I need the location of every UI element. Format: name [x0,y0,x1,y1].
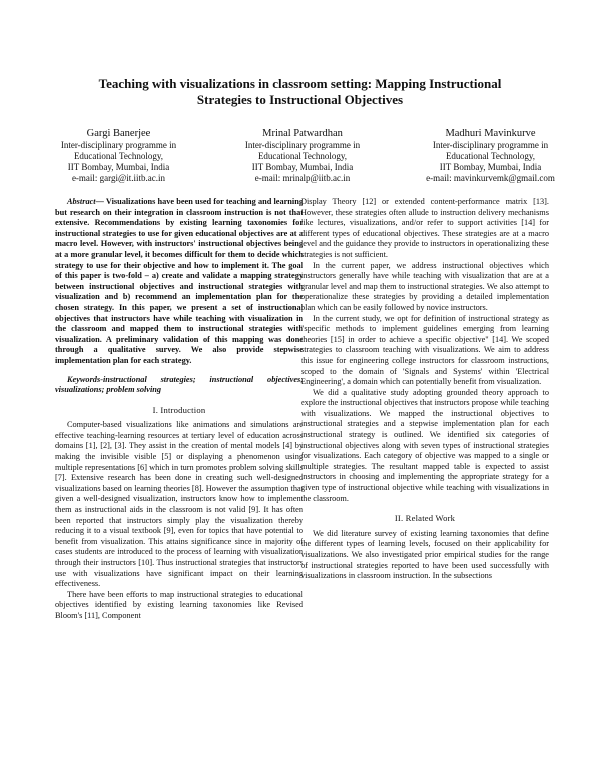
author-email: e-mail: gargi@it.iitb.ac.in [71,173,166,183]
author-name: Mrinal Patwardhan [262,128,343,139]
paragraph: We did a qualitative study adopting grounded theory approach to explore the instructional objectives that instructors propose while teaching with visualizations. We mapped the instructional objectives to instructional strategies and a stepwise implementation plan for each instructional strategy is outlined. We identified six categories of instructional objectives along with seven types of instructional strategies for visualizations. Each category of objective was mapped to a single or multiple strategies. The resultant mapped table is expected to assist instructors in choosing and implementing the appropriate strategy for a given type of instructional objective while teaching with visualizations in the classroom. [301,387,549,503]
section-heading-introduction: I. Introduction [152,404,206,415]
author-email: e-mail: mrinalp@iitb.ac.in [254,173,351,183]
title-line-2: Strategies to Instructional Objectives [196,92,404,107]
author-name: Gargi Banerjee [86,128,151,139]
author-dept: Educational Technology, [257,151,348,161]
author-dept: Educational Technology, [73,151,164,161]
author-institution: IIT Bombay, Mumbai, India [251,162,354,172]
author-dept: Inter-disciplinary programme in [244,140,361,150]
author-dept: Inter-disciplinary programme in [60,140,177,150]
paragraph: Display Theory [12] or extended content-performance matrix [13]. However, these strategies often allude to instruction delivery mechanisms like lectures, visualizations, and/or refer to support activities [14] for different types of educational objectives. These strategies are at a macro level and the guidance they provide to instructors in operationalizing these strategies is not sufficient. [301,197,549,259]
paragraph: In the current study, we opt for definition of instructional strategy as "specific methods to implement guidelines emerging from learning theories [15] in order to achieve a specific objective" [14]. We scoped strategies to classroom teaching with visualizations. We aim to address this issue for engineering college instructors for classroom instructions, scoped to the domain of 'Signals and Systems' within 'Electrical Engineering', a domain which can potentially benefit from visualization. [301,313,549,387]
author-institution: IIT Bombay, Mumbai, India [67,162,170,172]
right-column [301,197,549,582]
keywords: Keywords-instructional strategies; instructional objectives; visualizations; problem solving [55,374,303,395]
author-email: e-mail: mavinkurvemk@gmail.com [426,173,555,183]
author-dept: Inter-disciplinary programme in [432,140,549,150]
abstract-label: Abstract— [67,197,104,206]
title-line-1: Teaching with visualizations in classroom setting: Mapping Instructional [98,76,502,91]
abstract-text: Visualizations have been used for teaching and learning but research on their integration in classroom instruction is not that extensive. Recommendations by existing learning taxonomies for instructional strategies to use for given educational objectives are at a macro level. However, with instructors' instructional objectives being at a more granular level, it becomes difficult for them to decide which strategy to use for their objective and how to implement it. The goal of this paper is two-fold – a) create and validate a mapping strategy between instructional objectives and instructional strategies with visualization and b) recommend an implementation plan for the chosen strategy. In this paper, we present a set of instructional objectives that instructors have while teaching with visualization in the classroom and mapped them to instructional strategies with visualization. A preliminary validation of this mapping was done through a qualitative survey. We also provide stepwise implementation plan for each strategy. [55,197,303,365]
author-dept: Educational Technology, [445,151,536,161]
paragraph: We did literature survey of existing learning taxonomies that define the different types of learning levels, focused on their applicability for visualizations. We also investigated prior empirical studies for the range of instructional strategies reported to have been used successfully with visualizations in classroom instruction. In the subsections [301,528,549,581]
author-block-3 [408,127,573,184]
author-institution: IIT Bombay, Mumbai, India [439,162,542,172]
left-column [55,197,303,622]
paragraph: There have been efforts to map instructional strategies to educational objectives identified by existing learning taxonomies like Revised Bloom's [11], Component [55,589,303,620]
paragraph: In the current paper, we address instructional objectives which instructors generally have while teaching with visualization that are at a granular level and map them to instructional strategies. We also attempt to operationalize these strategies by providing a detailed implementation plan which can be easily followed by novice instructors. [301,260,549,312]
author-block-2 [220,127,385,184]
author-block-1 [36,127,201,184]
author-name: Madhuri Mavinkurve [445,128,536,139]
paper-title [60,76,540,108]
paragraph: Computer-based visualizations like animations and simulations are effective teaching-learning resources at tertiary level of education across domains [1], [2], [3]. They assist in the creation of mental models [4] by making the invisible visible [5] or displaying a phenomenon using multiple representations [6] which in turn promotes problem solving skills [7]. Extensive research has been done in creating such well-designed visualizations based on learning theories [8]. However the assumption that given a well-designed visualization, instructors know how to implement them as instructional aids in the classroom is not valid [9]. It has often been reported that instructors simply play the visualization thereby reducing it to a visual textbook [9], even for topics that have potential to benefit from visualization. This attains significance since in majority of cases students are introduced to the process of learning with visualization through their instructors [10]. Thus instructional strategies that instructors use with visualizations have significant impact on their learning effectiveness. [55,420,303,589]
abstract [55,197,303,367]
section-heading-related-work: II. Related Work [394,513,456,524]
